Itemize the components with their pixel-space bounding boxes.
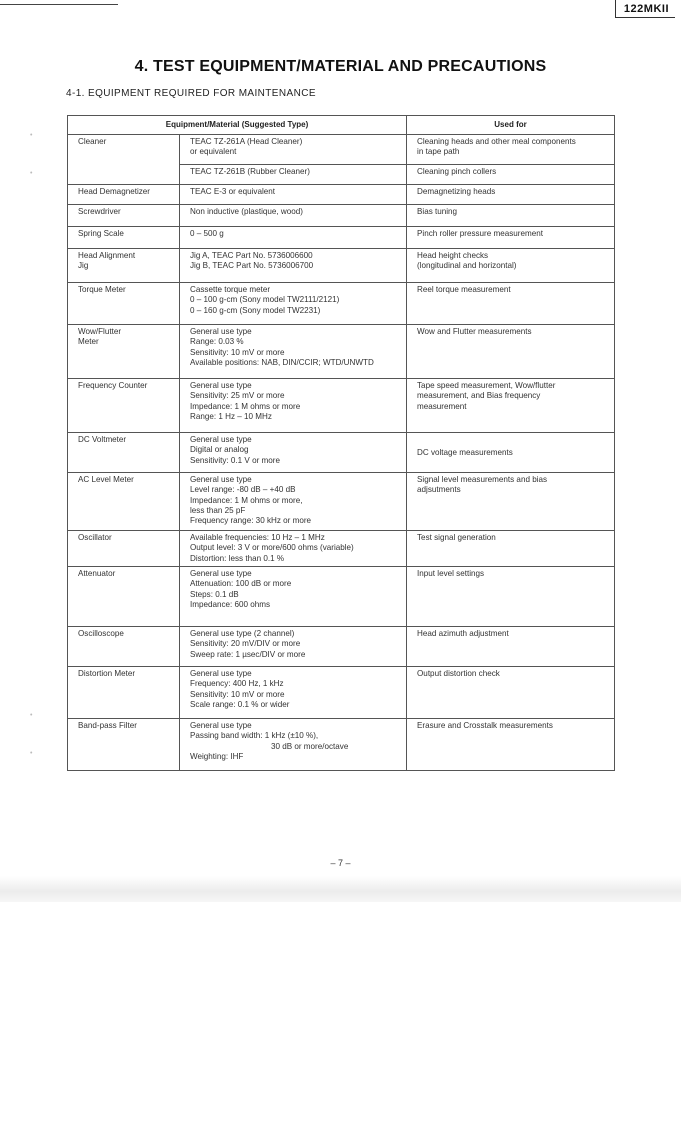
margin-dot: •	[30, 170, 33, 177]
used-for-cell	[407, 433, 615, 473]
used-for-cell	[407, 627, 615, 667]
table-row	[68, 135, 615, 165]
spec-line: Digital or analog	[190, 445, 249, 455]
name-line: Distortion Meter	[78, 669, 136, 678]
name-line: AC Level Meter	[78, 475, 134, 484]
spec-line: General use type	[190, 475, 252, 484]
equipment-name-cell	[68, 379, 180, 433]
name-line: Head Alignment	[78, 251, 136, 260]
use-line: Tape speed measurement, Wow/flutter	[417, 381, 556, 390]
use-line: Cleaning heads and other meal components	[417, 137, 576, 146]
table-row	[68, 249, 615, 283]
spec-line: Range: 0.03 %	[190, 337, 244, 347]
equipment-spec-cell	[180, 249, 407, 283]
use-line: Cleaning pinch collers	[417, 167, 497, 176]
spec-line: TEAC E-3 or equivalent	[190, 187, 276, 196]
equipment-spec-cell	[180, 433, 407, 473]
equipment-name-cell	[68, 567, 180, 627]
use-line: Head height checks	[417, 251, 489, 260]
equipment-name-cell	[68, 205, 180, 227]
margin-dot: •	[30, 750, 33, 757]
spec-line: Impedance: 1 M ohms or more	[190, 401, 301, 411]
use-line: measurement, and Bias frequency	[417, 391, 541, 401]
use-line: Input level settings	[417, 569, 485, 578]
spec-line: TEAC TZ-261B (Rubber Cleaner)	[190, 167, 310, 176]
table-row	[68, 205, 615, 227]
table-row	[68, 473, 615, 531]
equipment-spec-cell	[180, 205, 407, 227]
section-title: 4-1. EQUIPMENT REQUIRED FOR MAINTENANCE	[66, 88, 316, 99]
spec-line: Sensitivity: 25 mV or more	[190, 391, 285, 401]
table-row	[68, 185, 615, 205]
used-for-cell	[407, 379, 615, 433]
spec-line: General use type	[190, 327, 252, 336]
table-row	[68, 667, 615, 719]
equipment-spec-cell	[180, 283, 407, 325]
header-used-for: Used for	[407, 116, 615, 135]
spec-line: General use type	[190, 669, 252, 678]
model-tag: 122MKII	[615, 0, 675, 18]
margin-dot: •	[30, 132, 33, 139]
name-line: Meter	[78, 337, 99, 347]
spec-line: Steps: 0.1 dB	[190, 589, 239, 599]
table-body	[68, 135, 615, 771]
spec-line: Output level: 3 V or more/600 ohms (variable)	[190, 543, 354, 553]
use-line: adjsutments	[417, 485, 461, 495]
spec-line: Sensitivity: 0.1 V or more	[190, 455, 280, 465]
spec-line: Attenuation: 100 dB or more	[190, 579, 292, 589]
use-line: in tape path	[417, 147, 460, 157]
spec-line: Impedance: 1 M ohms or more,	[190, 495, 303, 505]
spec-line: General use type (2 channel)	[190, 629, 295, 638]
use-line: Demagnetizing heads	[417, 187, 496, 196]
table-row	[68, 325, 615, 379]
spec-line: Sweep rate: 1 µsec/DIV or more	[190, 649, 306, 659]
name-line: Band-pass Filter	[78, 721, 137, 730]
spec-line: Level range: -80 dB – +40 dB	[190, 485, 296, 495]
spec-line: Scale range: 0.1 % or wider	[190, 699, 290, 709]
spec-line: 0 – 160 g-cm (Sony model TW2231)	[190, 305, 321, 315]
equipment-spec-cell	[180, 531, 407, 567]
used-for-cell	[407, 205, 615, 227]
used-for-cell	[407, 185, 615, 205]
spec-line: Jig B, TEAC Part No. 5736006700	[190, 261, 314, 271]
name-line: Head Demagnetizer	[78, 187, 150, 196]
use-line: Pinch roller pressure measurement	[417, 229, 543, 238]
spec-line: General use type	[190, 721, 252, 730]
equipment-spec-cell	[180, 567, 407, 627]
name-line: Spring Scale	[78, 229, 124, 238]
equipment-spec-cell	[180, 473, 407, 531]
use-line: measurement	[417, 401, 467, 411]
spec-line: General use type	[190, 569, 252, 578]
used-for-cell	[407, 473, 615, 531]
equipment-name-cell	[68, 433, 180, 473]
equipment-spec-cell	[180, 379, 407, 433]
spec-line: Sensitivity: 20 mV/DIV or more	[190, 639, 301, 649]
spec-line: 0 – 500 g	[190, 229, 224, 238]
table-row	[68, 627, 615, 667]
table-row	[68, 531, 615, 567]
spec-line: or equivalent	[190, 147, 237, 157]
used-for-cell	[407, 531, 615, 567]
name-line: Frequency Counter	[78, 381, 148, 390]
equipment-spec-cell	[180, 325, 407, 379]
equipment-name-cell	[68, 227, 180, 249]
table-row	[68, 379, 615, 433]
used-for-cell	[407, 567, 615, 627]
equipment-name-cell	[68, 283, 180, 325]
name-line: Wow/Flutter	[78, 327, 122, 336]
spec-line: Impedance: 600 ohms	[190, 599, 271, 609]
table-row	[68, 283, 615, 325]
use-line: Head azimuth adjustment	[417, 629, 509, 638]
equipment-name-cell	[68, 719, 180, 771]
spec-line: Range: 1 Hz – 10 MHz	[190, 411, 272, 421]
spec-line: TEAC TZ-261A (Head Cleaner)	[190, 137, 303, 146]
name-line: Attenuator	[78, 569, 116, 578]
name-line: Oscilloscope	[78, 629, 124, 638]
name-line: Oscillator	[78, 533, 112, 542]
spec-line: Passing band width: 1 kHz (±10 %),	[190, 731, 319, 741]
spec-line: less than 25 pF	[190, 505, 246, 515]
top-rule	[0, 4, 118, 5]
use-line: Output distortion check	[417, 669, 500, 678]
spec-line: Sensitivity: 10 mV or more	[190, 689, 285, 699]
spec-line: Non inductive (plastique, wood)	[190, 207, 303, 216]
use-line: Test signal generation	[417, 533, 496, 542]
spec-line: Distortion: less than 0.1 %	[190, 553, 285, 563]
name-line: Screwdriver	[78, 207, 121, 216]
header-equipment: Equipment/Material (Suggested Type)	[68, 116, 407, 135]
spec-line: Weighting: IHF	[190, 751, 244, 761]
equipment-table	[67, 115, 615, 771]
spec-line: Available frequencies: 10 Hz – 1 MHz	[190, 533, 325, 542]
equipment-name-cell	[68, 185, 180, 205]
equipment-spec-cell	[180, 719, 407, 771]
equipment-name-cell	[68, 135, 180, 185]
spec-line: General use type	[190, 381, 252, 390]
used-for-cell	[407, 719, 615, 771]
used-for-cell	[407, 135, 615, 165]
equipment-name-cell	[68, 325, 180, 379]
table-row	[68, 567, 615, 627]
spec-line: Available positions: NAB, DIN/CCIR; WTD/UNWTD	[190, 357, 374, 367]
spec-line: Frequency: 400 Hz, 1 kHz	[190, 679, 284, 689]
used-for-cell	[407, 249, 615, 283]
use-line: Erasure and Crosstalk measurements	[417, 721, 553, 730]
used-for-cell	[407, 667, 615, 719]
use-line: (longitudinal and horizontal)	[417, 261, 517, 271]
table-row	[68, 719, 615, 771]
equipment-spec-cell	[180, 627, 407, 667]
equipment-spec-cell	[180, 135, 407, 165]
spec-line: 0 – 100 g-cm (Sony model TW2111/2121)	[190, 295, 340, 305]
page-title: 4. TEST EQUIPMENT/MATERIAL AND PRECAUTIONS	[134, 58, 547, 75]
table-row	[68, 433, 615, 473]
equipment-name-cell	[68, 667, 180, 719]
spec-line: Frequency range: 30 kHz or more	[190, 516, 312, 526]
used-for-cell	[407, 283, 615, 325]
spec-line: Jig A, TEAC Part No. 5736006600	[190, 251, 313, 260]
name-line: Torque Meter	[78, 285, 126, 294]
equipment-spec-cell	[180, 227, 407, 249]
name-line: DC Voltmeter	[78, 435, 127, 444]
use-line: Bias tuning	[417, 207, 458, 216]
spec-line: General use type	[190, 435, 252, 444]
table-header-row	[68, 116, 615, 135]
equipment-name-cell	[68, 473, 180, 531]
margin-dot: •	[30, 712, 33, 719]
used-for-cell	[407, 165, 615, 185]
spec-line: Cassette torque meter	[190, 285, 271, 294]
equipment-spec-cell	[180, 667, 407, 719]
scan-edge-shadow	[0, 876, 681, 902]
equipment-name-cell	[68, 249, 180, 283]
used-for-cell	[407, 227, 615, 249]
use-line: Reel torque measurement	[417, 285, 511, 294]
equipment-name-cell	[68, 627, 180, 667]
used-for-cell	[407, 325, 615, 379]
name-line: Jig	[78, 261, 89, 271]
use-line: Wow and Flutter measurements	[417, 327, 532, 336]
spec-line: Sensitivity: 10 mV or more	[190, 347, 285, 357]
equipment-spec-cell	[180, 185, 407, 205]
use-line: Signal level measurements and bias	[417, 475, 548, 484]
equipment-spec-cell	[180, 165, 407, 185]
page-number: – 7 –	[330, 858, 351, 868]
equipment-name-cell	[68, 531, 180, 567]
use-line: DC voltage measurements	[417, 448, 513, 458]
name-line: Cleaner	[78, 137, 107, 146]
spec-line: 30 dB or more/octave	[190, 741, 349, 751]
table-row	[68, 227, 615, 249]
